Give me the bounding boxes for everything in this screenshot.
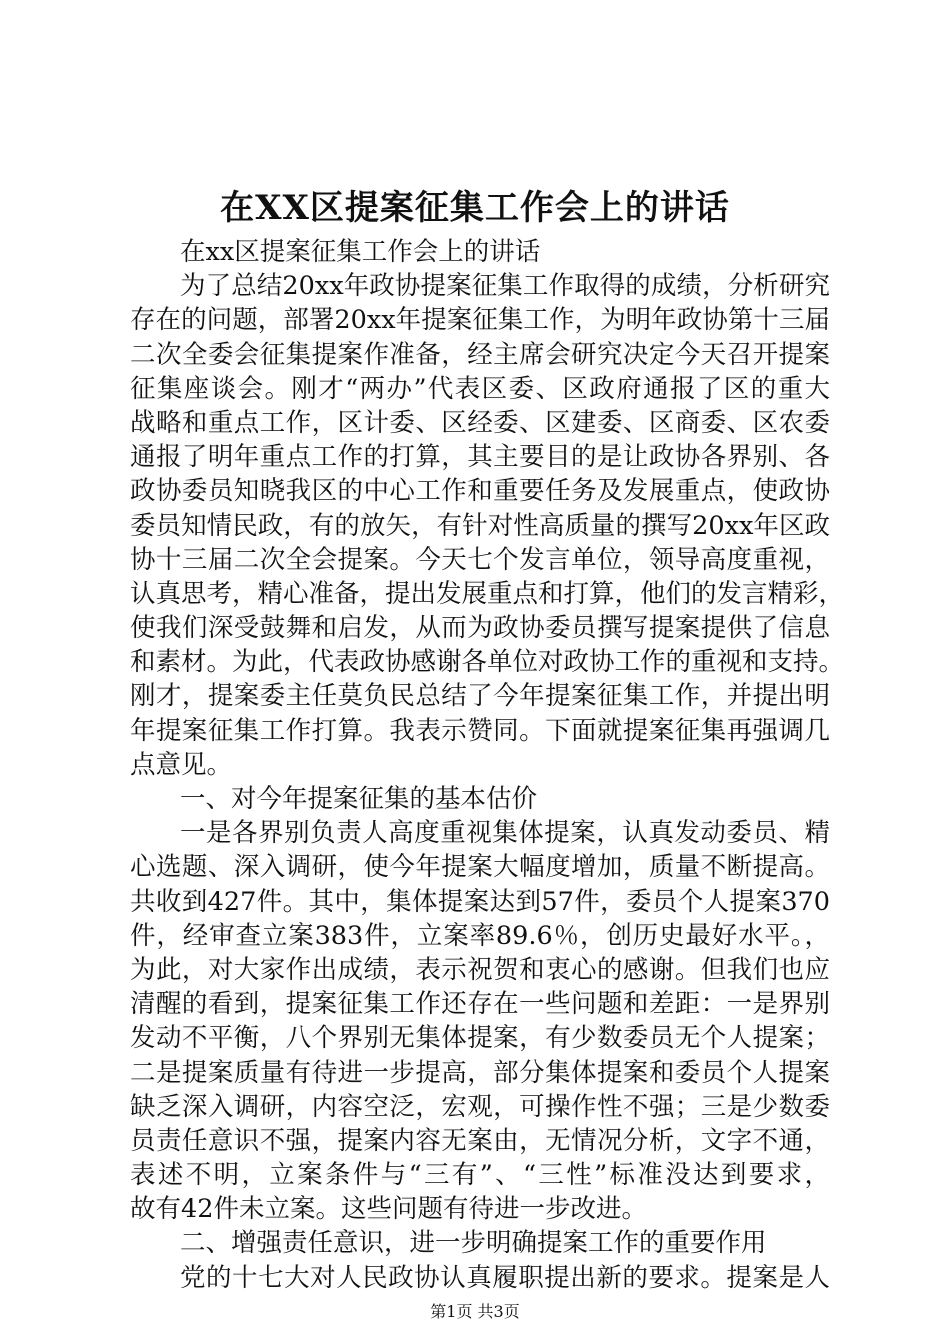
- document-title: 在XX区提案征集工作会上的讲话: [220, 188, 730, 228]
- body-line: 认真思考，精心准备，提出发展重点和打算，他们的发言精彩，: [130, 578, 845, 609]
- body-line: 员责任意识不强，提案内容无案由，无情况分析，文字不通，: [130, 1125, 830, 1156]
- body-line: 战略和重点工作，区计委、区经委、区建委、区商委、区农委: [130, 407, 830, 438]
- body-line: 表述不明，立案条件与“三有”、“三性”标准没达到要求，: [130, 1160, 830, 1191]
- page-footer: 第1页 共3页: [430, 1302, 520, 1321]
- body-line: 二次全委会征集提案作准备，经主席会研究决定今天召开提案: [130, 339, 830, 370]
- body-line: 二是提案质量有待进一步提高，部分集体提案和委员个人提案: [130, 1057, 830, 1088]
- body-line: 心选题、深入调研，使今年提案大幅度增加，质量不断提高。: [130, 852, 830, 883]
- body-line: 二、增强责任意识，进一步明确提案工作的重要作用: [180, 1228, 767, 1259]
- body-line: 存在的问题，部署20xx年提案征集工作，为明年政协第十三届: [130, 305, 830, 336]
- body-line: 清醒的看到，提案征集工作还存在一些问题和差距：一是界别: [130, 989, 830, 1020]
- body-line: 委员知情民政，有的放矢，有针对性高质量的撰写20xx年区政: [130, 510, 830, 541]
- body-line: 共收到427件。其中，集体提案达到57件，委员个人提案370: [130, 886, 830, 917]
- body-line: 点意见。: [130, 749, 233, 780]
- body-line: 使我们深受鼓舞和启发，从而为政协委员撰写提案提供了信息: [130, 613, 830, 644]
- document-body: [130, 235, 845, 1295]
- body-line: 和素材。为此，代表政协感谢各单位对政协工作的重视和支持。: [130, 647, 845, 678]
- body-line: 通报了明年重点工作的打算，其主要目的是让政协各界别、各: [130, 442, 830, 473]
- body-line: 故有42件未立案。这些问题有待进一步改进。: [130, 1194, 647, 1225]
- body-line: 协十三届二次全会提案。今天七个发言单位，领导高度重视，: [130, 544, 830, 575]
- body-line: 在xx区提案征集工作会上的讲话: [180, 237, 541, 267]
- body-line: 一、对今年提案征集的基本估价: [180, 784, 538, 814]
- body-line: 年提案征集工作打算。我表示赞同。下面就提案征集再强调几: [130, 715, 830, 746]
- body-line: 一是各界别负责人高度重视集体提案，认真发动委员、精: [180, 818, 830, 849]
- body-line: 为了总结20xx年政协提案征集工作取得的成绩，分析研究: [180, 271, 830, 302]
- body-line: 刚才，提案委主任莫负民总结了今年提案征集工作，并提出明: [130, 681, 830, 712]
- body-line: 件，经审查立案383件，立案率89.6％，创历史最好水平。，: [130, 920, 830, 951]
- body-line: 征集座谈会。刚才“两办”代表区委、区政府通报了区的重大: [130, 373, 830, 404]
- body-line: 发动不平衡，八个界别无集体提案，有少数委员无个人提案；: [130, 1023, 830, 1054]
- body-line: 政协委员知晓我区的中心工作和重要任务及发展重点，使政协: [130, 476, 830, 507]
- body-line: 缺乏深入调研，内容空泛，宏观，可操作性不强；三是少数委: [130, 1091, 830, 1122]
- body-line: 为此，对大家作出成绩，表示祝贺和衷心的感谢。但我们也应: [130, 954, 830, 985]
- body-line: 党的十七大对人民政协认真履职提出新的要求。提案是人: [180, 1262, 830, 1293]
